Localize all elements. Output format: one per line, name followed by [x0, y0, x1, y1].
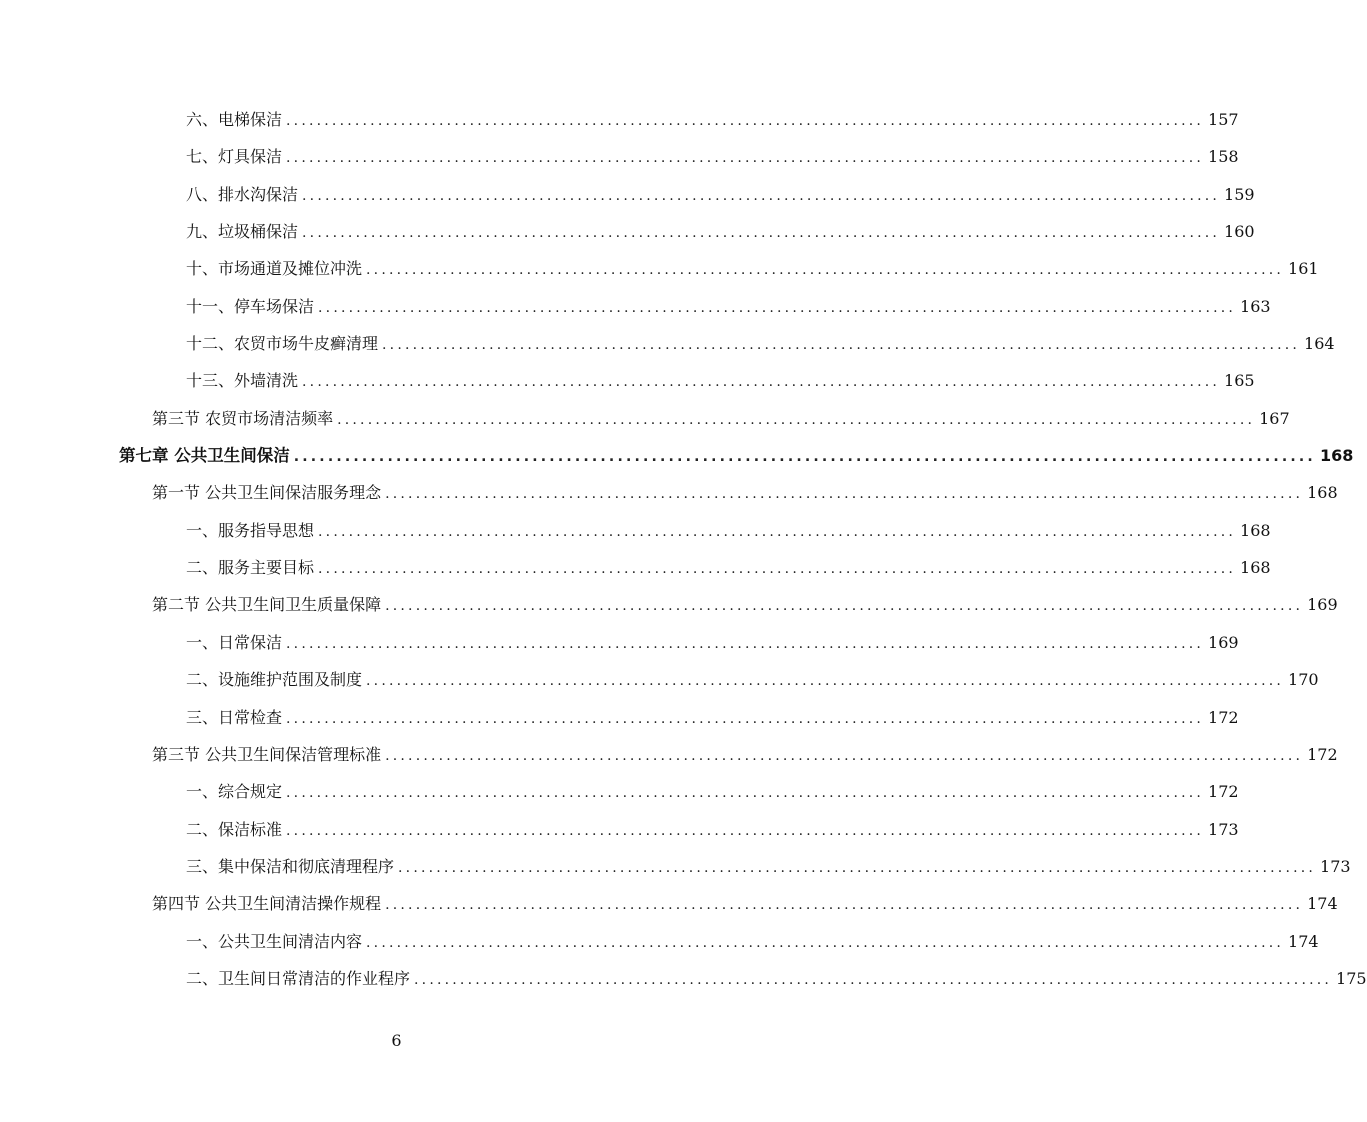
toc-entry-page: 174 [1307, 894, 1338, 914]
toc-entry-item[interactable] [0, 661, 1319, 698]
dot-leader: ........................................................................................................................ [366, 673, 1285, 690]
toc-entry-title: 第三节 农贸市场清洁频率 [152, 408, 334, 428]
toc-entry-page: 168 [1240, 520, 1271, 540]
dot-leader: ........................................................................................................................ [382, 337, 1301, 354]
dot-leader: ........................................................................................................................ [286, 635, 1205, 652]
toc-entry-page: 172 [1208, 707, 1239, 727]
toc-entry-item[interactable] [0, 512, 1271, 549]
toc-entry-item[interactable] [0, 923, 1319, 960]
toc-entry-title: 八、排水沟保洁 [186, 184, 299, 204]
toc-entry-title: 第四节 公共卫生间清洁操作规程 [152, 894, 382, 914]
toc-entry-page: 169 [1307, 595, 1338, 615]
toc-entry-section[interactable] [0, 474, 1338, 511]
toc-entry-title: 第二节 公共卫生间卫生质量保障 [152, 595, 382, 615]
toc-entry-title: 第三节 公共卫生间保洁管理标准 [152, 744, 382, 764]
toc-entry-item[interactable] [0, 176, 1255, 213]
toc-entry-item[interactable] [0, 250, 1319, 287]
dot-leader: ........................................................................................................................ [302, 374, 1221, 391]
dot-leader: ........................................................................................................................ [366, 934, 1285, 951]
page-number: 6 [391, 1031, 402, 1050]
dot-leader: ........................................................................................................................ [385, 486, 1304, 503]
dot-leader: ........................................................................................................................ [318, 299, 1237, 316]
toc-entry-title: 十、市场通道及摊位冲洗 [186, 259, 363, 279]
toc-entry-page: 175 [1336, 968, 1367, 988]
toc-entry-page: 173 [1208, 819, 1239, 839]
dot-leader: ........................................................................................................................ [385, 747, 1304, 764]
dot-leader: ........................................................................................................................ [286, 113, 1205, 129]
dot-leader: ........................................................................................................................ [337, 411, 1256, 428]
toc-entry-page: 161 [1288, 259, 1319, 279]
toc-entry-page: 159 [1224, 184, 1255, 204]
toc-entry-page: 172 [1208, 782, 1239, 802]
toc-entry-item[interactable] [0, 848, 1351, 885]
toc-entry-page: 167 [1259, 408, 1290, 428]
dot-leader: ........................................................................................................................ [286, 822, 1205, 839]
dot-leader: ........................................................................................................................ [302, 187, 1221, 204]
toc-entry-page: 160 [1224, 222, 1255, 242]
dot-leader: ........................................................................................................................ [318, 523, 1237, 540]
dot-leader: ........................................................................................................................ [385, 897, 1304, 914]
dot-leader: ........................................................................................................................ [293, 449, 1316, 466]
toc-entry-title: 第七章 公共卫生间保洁 [119, 446, 290, 466]
toc-entry-title: 二、保洁标准 [186, 819, 283, 839]
dot-leader: ........................................................................................................................ [385, 598, 1304, 615]
toc-entry-title: 九、垃圾桶保洁 [186, 222, 299, 242]
toc-entry-page: 164 [1304, 334, 1335, 354]
toc-entry-page: 173 [1320, 856, 1351, 876]
toc-entry-page: 172 [1307, 744, 1338, 764]
toc-entry-title: 第一节 公共卫生间保洁服务理念 [152, 483, 382, 503]
toc-entry-item[interactable] [0, 101, 1239, 138]
toc-entry-chapter[interactable] [0, 437, 1354, 474]
toc-entry-title: 十一、停车场保洁 [186, 296, 315, 316]
toc-entry-title: 一、公共卫生间清洁内容 [186, 931, 363, 951]
toc-entry-section[interactable] [0, 400, 1290, 437]
toc-entry-title: 七、灯具保洁 [186, 147, 283, 167]
dot-leader: ........................................................................................................................ [398, 859, 1317, 876]
dot-leader: ........................................................................................................................ [414, 971, 1333, 988]
toc-entry-page: 165 [1224, 371, 1255, 391]
toc-entry-page: 169 [1208, 632, 1239, 652]
toc-entry-title: 三、集中保洁和彻底清理程序 [186, 856, 395, 876]
toc-entry-title: 十二、农贸市场牛皮癣清理 [186, 334, 379, 354]
toc-entry-item[interactable] [0, 811, 1239, 848]
toc-entry-title: 六、电梯保洁 [186, 110, 283, 129]
toc-entry-page: 174 [1288, 931, 1319, 951]
table-of-contents [0, 101, 1367, 997]
toc-entry-section[interactable] [0, 736, 1338, 773]
toc-entry-page: 170 [1288, 670, 1319, 690]
toc-entry-page: 158 [1208, 147, 1239, 167]
toc-entry-item[interactable] [0, 362, 1255, 399]
dot-leader: ........................................................................................................................ [302, 225, 1221, 242]
toc-entry-item[interactable] [0, 213, 1255, 250]
toc-entry-item[interactable] [0, 624, 1239, 661]
toc-entry-item[interactable] [0, 288, 1271, 325]
toc-entry-item[interactable] [0, 699, 1239, 736]
toc-entry-title: 二、服务主要目标 [186, 558, 315, 578]
toc-entry-page: 168 [1240, 558, 1271, 578]
toc-entry-page: 168 [1307, 483, 1338, 503]
toc-entry-title: 二、卫生间日常清洁的作业程序 [186, 968, 411, 988]
toc-entry-page: 163 [1240, 296, 1271, 316]
toc-entry-item[interactable] [0, 325, 1335, 362]
toc-entry-title: 三、日常检查 [186, 707, 283, 727]
dot-leader: ........................................................................................................................ [366, 262, 1285, 279]
toc-entry-title: 十三、外墙清洗 [186, 371, 299, 391]
toc-entry-title: 二、设施维护范围及制度 [186, 670, 363, 690]
toc-entry-item[interactable] [0, 549, 1271, 586]
toc-entry-item[interactable] [0, 960, 1367, 997]
toc-entry-page: 157 [1208, 110, 1239, 129]
toc-entry-item[interactable] [0, 138, 1239, 175]
toc-entry-page: 168 [1319, 446, 1354, 466]
toc-entry-section[interactable] [0, 885, 1338, 922]
toc-entry-title: 一、综合规定 [186, 782, 283, 802]
toc-entry-item[interactable] [0, 773, 1239, 810]
dot-leader: ........................................................................................................................ [286, 150, 1205, 167]
dot-leader: ........................................................................................................................ [286, 710, 1205, 727]
dot-leader: ........................................................................................................................ [286, 785, 1205, 802]
toc-entry-title: 一、服务指导思想 [186, 520, 315, 540]
toc-entry-section[interactable] [0, 586, 1338, 623]
toc-entry-title: 一、日常保洁 [186, 632, 283, 652]
dot-leader: ........................................................................................................................ [318, 561, 1237, 578]
